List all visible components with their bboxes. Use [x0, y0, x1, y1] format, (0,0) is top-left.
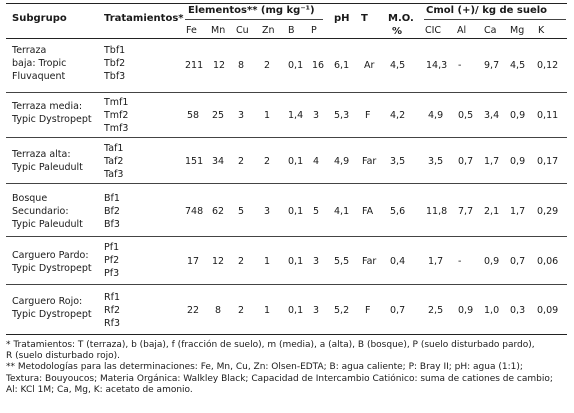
- row-value-al: -: [458, 60, 462, 71]
- row-value-mg: 0,9: [510, 156, 526, 167]
- row-value-zn: 1: [264, 110, 271, 121]
- header-bottom-rule: [6, 38, 567, 39]
- row-separator: [6, 92, 567, 93]
- subheader-k: K: [538, 25, 545, 36]
- row-value-b: 1,4: [288, 110, 304, 121]
- elementos-underline: [185, 19, 323, 20]
- row-value-b: 0,1: [288, 156, 304, 167]
- row-tratamiento: Rf3: [104, 318, 120, 329]
- row-subgrupo-line: Typic Dystropept: [12, 114, 92, 125]
- row-value-k: 0,11: [537, 110, 559, 121]
- subheader-al: Al: [457, 25, 467, 36]
- row-tratamiento: Rf2: [104, 305, 120, 316]
- row-value-cic: 1,7: [428, 256, 444, 267]
- row-value-mg: 0,3: [510, 305, 526, 316]
- row-value-al: 0,9: [458, 305, 474, 316]
- row-tratamiento: Tbf3: [104, 71, 126, 82]
- row-tratamiento: Tmf3: [104, 123, 129, 134]
- row-tratamiento: Pf1: [104, 242, 120, 253]
- row-value-fe: 58: [187, 110, 200, 121]
- row-subgrupo-line: Typic Dystropept: [12, 309, 92, 320]
- row-separator: [6, 183, 567, 184]
- row-value-zn: 2: [264, 156, 271, 167]
- row-value-mo: 0,4: [390, 256, 406, 267]
- row-subgrupo-line: Terraza alta:: [12, 149, 71, 160]
- subheader-cu: Cu: [236, 25, 249, 36]
- subheader-fe: Fe: [186, 25, 197, 36]
- row-value-zn: 1: [264, 305, 271, 316]
- row-subgrupo-line: Carguero Rojo:: [12, 296, 83, 307]
- footnote-line: Textura: Bouyoucos; Materia Orgánica: Walkley Black; Capacidad de Intercambio Catiónico: suma de cationes de cambio;: [6, 373, 553, 384]
- row-value-ca: 3,4: [484, 110, 500, 121]
- row-value-zn: 1: [264, 256, 271, 267]
- row-value-zn: 3: [264, 206, 271, 217]
- row-value-cic: 3,5: [428, 156, 444, 167]
- row-value-cic: 11,8: [426, 206, 448, 217]
- row-value-mn: 62: [212, 206, 225, 217]
- row-tratamiento: Tbf2: [104, 58, 126, 69]
- row-value-k: 0,17: [537, 156, 559, 167]
- row-value-p: 16: [312, 60, 325, 71]
- row-value-p: 3: [313, 256, 320, 267]
- row-tratamiento: Tmf1: [104, 97, 129, 108]
- row-subgrupo-line: Terraza media:: [12, 101, 83, 112]
- header-tratamientos: Tratamientos*: [104, 13, 184, 24]
- row-value-ph: 4,1: [334, 206, 350, 217]
- row-value-cic: 4,9: [428, 110, 444, 121]
- header-ph: pH: [334, 13, 350, 24]
- row-value-mn: 12: [213, 60, 226, 71]
- header-subgrupo: Subgrupo: [12, 13, 67, 24]
- row-subgrupo-line: Bosque: [12, 193, 48, 204]
- row-value-cu: 2: [238, 156, 245, 167]
- row-value-mg: 1,7: [510, 206, 526, 217]
- header-elementos: Elementos** (mg kg⁻¹): [188, 5, 315, 16]
- row-value-k: 0,09: [537, 305, 559, 316]
- row-value-k: 0,12: [537, 60, 559, 71]
- table-top-rule: [6, 3, 567, 4]
- row-value-al: 0,7: [458, 156, 474, 167]
- cmol-underline: [424, 19, 566, 20]
- row-subgrupo-line: baja: Tropic: [12, 58, 67, 69]
- row-value-mn: 8: [215, 305, 222, 316]
- row-tratamiento: Tmf2: [104, 110, 129, 121]
- row-value-cic: 14,3: [426, 60, 448, 71]
- row-subgrupo-line: Terraza: [12, 45, 47, 56]
- header-t: T: [361, 13, 368, 24]
- row-value-ph: 5,3: [334, 110, 350, 121]
- subheader-cic: CIC: [425, 25, 442, 36]
- row-tratamiento: Tbf1: [104, 45, 126, 56]
- footnote-line: ** Metodologías para las determinaciones: Fe, Mn, Cu, Zn: Olsen-EDTA; B: agua caliente; P: Bray II; pH: agua (1:1);: [6, 362, 523, 373]
- row-subgrupo-line: Typic Dystropept: [12, 263, 92, 274]
- row-value-ph: 6,1: [334, 60, 350, 71]
- table-bottom-rule: [6, 334, 567, 335]
- row-value-fe: 748: [185, 206, 204, 217]
- subheader-p: P: [311, 25, 317, 36]
- row-value-mo: 0,7: [390, 305, 406, 316]
- row-value-b: 0,1: [288, 305, 304, 316]
- footnotes: [6, 340, 572, 396]
- row-value-t: F: [365, 110, 371, 121]
- row-tratamiento: Bf1: [104, 193, 120, 204]
- row-value-cu: 8: [238, 60, 245, 71]
- row-value-t: FA: [362, 206, 374, 217]
- row-value-ca: 1,0: [484, 305, 500, 316]
- row-value-mo: 4,5: [390, 60, 406, 71]
- row-value-b: 0,1: [288, 206, 304, 217]
- row-value-ca: 1,7: [484, 156, 500, 167]
- row-value-cu: 2: [238, 305, 245, 316]
- row-separator: [6, 236, 567, 237]
- subheader-ca: Ca: [484, 25, 497, 36]
- row-tratamiento: Taf3: [104, 169, 124, 180]
- subheader-mn: Mn: [211, 25, 226, 36]
- row-value-ph: 5,2: [334, 305, 350, 316]
- subheader-zn: Zn: [262, 25, 275, 36]
- row-value-p: 4: [313, 156, 320, 167]
- footnote-line: R (suelo disturbado rojo).: [6, 351, 120, 362]
- row-subgrupo-line: Fluvaquent: [12, 71, 66, 82]
- row-separator: [6, 284, 567, 285]
- row-value-ca: 0,9: [484, 256, 500, 267]
- row-value-p: 5: [313, 206, 320, 217]
- row-tratamiento: Pf3: [104, 268, 120, 279]
- row-value-mo: 3,5: [390, 156, 406, 167]
- row-value-mg: 4,5: [510, 60, 526, 71]
- row-value-fe: 211: [185, 60, 204, 71]
- row-subgrupo-line: Typic Paleudult: [12, 162, 83, 173]
- row-subgrupo-line: Carguero Pardo:: [12, 250, 89, 261]
- row-subgrupo-line: Secundario:: [12, 206, 69, 217]
- row-value-cu: 5: [238, 206, 245, 217]
- row-value-t: Ar: [364, 60, 375, 71]
- row-value-fe: 17: [187, 256, 200, 267]
- row-value-ca: 2,1: [484, 206, 500, 217]
- row-value-mo: 4,2: [390, 110, 406, 121]
- row-value-fe: 22: [187, 305, 200, 316]
- row-value-p: 3: [313, 305, 320, 316]
- row-value-mg: 0,9: [510, 110, 526, 121]
- row-tratamiento: Pf2: [104, 255, 120, 266]
- header-cmol: Cmol (+)/ kg de suelo: [426, 5, 548, 16]
- row-value-al: 7,7: [458, 206, 474, 217]
- row-value-mg: 0,7: [510, 256, 526, 267]
- row-tratamiento: Rf1: [104, 292, 120, 303]
- row-value-ph: 5,5: [334, 256, 350, 267]
- footnote-line: Al: KCl 1M; Ca, Mg, K: acetato de amonio.: [6, 384, 193, 395]
- row-value-cic: 2,5: [428, 305, 444, 316]
- row-value-mo: 5,6: [390, 206, 406, 217]
- row-value-b: 0,1: [288, 256, 304, 267]
- row-value-t: Far: [362, 156, 377, 167]
- row-tratamiento: Taf2: [104, 156, 124, 167]
- row-value-mn: 25: [212, 110, 225, 121]
- header-mo: M.O.: [388, 13, 414, 24]
- header-mo-unit: %: [392, 26, 403, 37]
- row-value-al: 0,5: [458, 110, 474, 121]
- row-value-t: Far: [362, 256, 377, 267]
- footnote-line: * Tratamientos: T (terraza), b (baja), f (fracción de suelo), m (media), a (alta), B (bosque), P (suelo disturbado pardo),: [6, 340, 535, 350]
- row-value-al: -: [458, 256, 462, 267]
- row-tratamiento: Bf2: [104, 206, 120, 217]
- row-value-mn: 12: [212, 256, 225, 267]
- row-value-cu: 3: [238, 110, 245, 121]
- row-value-ph: 4,9: [334, 156, 350, 167]
- row-tratamiento: Bf3: [104, 219, 120, 230]
- row-value-fe: 151: [185, 156, 204, 167]
- row-value-p: 3: [313, 110, 320, 121]
- row-subgrupo-line: Typic Paleudult: [12, 219, 83, 230]
- subheader-mg: Mg: [510, 25, 525, 36]
- row-value-zn: 2: [264, 60, 271, 71]
- row-value-b: 0,1: [288, 60, 304, 71]
- row-value-mn: 34: [212, 156, 225, 167]
- row-value-cu: 2: [238, 256, 245, 267]
- row-tratamiento: Taf1: [104, 143, 124, 154]
- row-value-k: 0,29: [537, 206, 559, 217]
- subheader-b: B: [288, 25, 295, 36]
- row-value-k: 0,06: [537, 256, 559, 267]
- row-value-ca: 9,7: [484, 60, 500, 71]
- row-separator: [6, 137, 567, 138]
- row-value-t: F: [365, 305, 371, 316]
